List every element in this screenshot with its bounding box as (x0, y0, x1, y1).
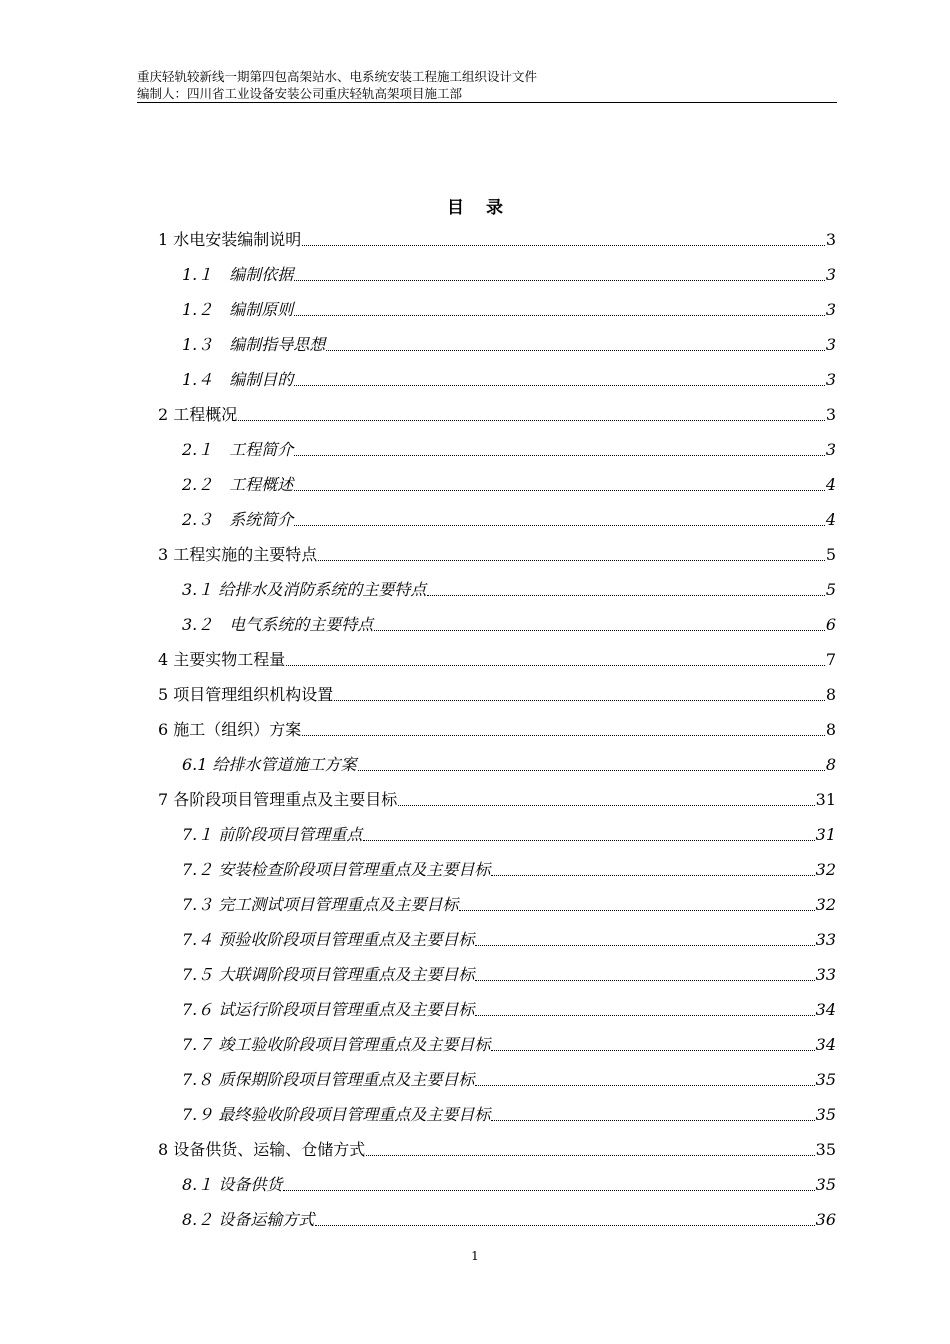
toc-entry-text: 7.８ 质保期阶段项目管理重点及主要目标 (182, 1070, 475, 1089)
toc-dot-leader (294, 490, 825, 491)
toc-entry[interactable] (182, 437, 836, 461)
toc-entry-page: 35 (815, 1105, 836, 1124)
toc-entry[interactable] (158, 717, 836, 741)
toc-entry[interactable] (182, 1207, 836, 1231)
toc-entry-page: 31 (815, 790, 836, 809)
toc-entry-text: 3.１ 给排水及消防系统的主要特点 (182, 580, 427, 599)
toc-entry[interactable] (158, 682, 836, 706)
toc-entry[interactable] (182, 752, 836, 776)
toc-entry-page: 3 (825, 265, 836, 284)
toc-entry[interactable] (182, 332, 836, 356)
toc-entry-page: 7 (825, 650, 836, 669)
toc-entry-text: 7.７ 竣工验收阶段项目管理重点及主要目标 (182, 1035, 491, 1054)
toc-dot-leader (334, 700, 825, 701)
toc-dot-leader (459, 910, 814, 911)
toc-entry-text: 1.４ 编制目的 (182, 370, 294, 389)
toc-dot-leader (294, 525, 825, 526)
toc-dot-leader (358, 770, 825, 771)
toc-entry-text: 1.３ 编制指导思想 (182, 335, 326, 354)
toc-dot-leader (283, 1190, 814, 1191)
toc-entry-page: 5 (825, 545, 836, 564)
toc-entry[interactable] (158, 787, 836, 811)
toc-entry-page: 35 (815, 1140, 836, 1159)
toc-dot-leader (427, 595, 824, 596)
toc-dot-leader (294, 315, 825, 316)
toc-entry[interactable] (182, 822, 836, 846)
toc-entry-text: 1 水电安装编制说明 (158, 230, 302, 249)
header-author: 编制人：四川省工业设备安装公司重庆轻轨高架项目施工部 (137, 86, 463, 101)
toc-entry-text: 7.６ 试运行阶段项目管理重点及主要目标 (182, 1000, 475, 1019)
toc-entry[interactable] (158, 402, 836, 426)
toc-entry-page: 6 (825, 615, 836, 634)
toc-dot-leader (315, 1225, 814, 1226)
toc-entry[interactable] (182, 857, 836, 881)
toc-dot-leader (475, 945, 814, 946)
toc-title: 目录 (447, 198, 525, 218)
toc-entry-page: 33 (815, 930, 836, 949)
page-number: 1 (471, 1249, 479, 1263)
toc-dot-leader (475, 1085, 814, 1086)
toc-entry-page: 34 (815, 1000, 836, 1019)
toc-entry-text: 2 工程概况 (158, 405, 238, 424)
toc-entry[interactable] (182, 1102, 836, 1126)
toc-entry-text: 6 施工（组织）方案 (158, 720, 302, 739)
toc-entry-page: 34 (815, 1035, 836, 1054)
toc-entry-page: 5 (825, 580, 836, 599)
toc-entry[interactable] (182, 1172, 836, 1196)
toc-entry-text: 8.１ 设备供货 (182, 1175, 283, 1194)
toc-dot-leader (238, 420, 825, 421)
toc-entry-page: 3 (825, 335, 836, 354)
toc-entry-text: 7.４ 预验收阶段项目管理重点及主要目标 (182, 930, 475, 949)
toc-entry[interactable] (182, 577, 836, 601)
toc-entry-page: 8 (825, 720, 836, 739)
toc-dot-leader (491, 1120, 814, 1121)
toc-entry-text: 7 各阶段项目管理重点及主要目标 (158, 790, 398, 809)
toc-entry-page: 8 (825, 755, 836, 774)
toc-entry[interactable] (158, 542, 836, 566)
toc-entry-text: 7.２ 安装检查阶段项目管理重点及主要目标 (182, 860, 491, 879)
toc-entry-text: 5 项目管理组织机构设置 (158, 685, 334, 704)
toc-entry-page: 3 (825, 405, 836, 424)
toc-dot-leader (475, 1015, 814, 1016)
header-divider (137, 102, 837, 103)
toc-dot-leader (302, 735, 825, 736)
toc-entry[interactable] (182, 1067, 836, 1091)
toc-entry-text: 7.５ 大联调阶段项目管理重点及主要目标 (182, 965, 475, 984)
toc-entry-text: 7.３ 完工测试项目管理重点及主要目标 (182, 895, 459, 914)
page-header (137, 68, 837, 102)
toc-entry-page: 8 (825, 685, 836, 704)
toc-dot-leader (294, 455, 825, 456)
toc-entry[interactable] (182, 612, 836, 636)
toc-entry-text: 6.1 给排水管道施工方案 (182, 755, 357, 774)
toc-entry-text: 7.１ 前阶段项目管理重点 (182, 825, 363, 844)
toc-entry-page: 4 (825, 510, 836, 529)
toc-dot-leader (475, 980, 814, 981)
toc-entry[interactable] (182, 927, 836, 951)
toc-entry[interactable] (182, 367, 836, 391)
toc-entry[interactable] (158, 1137, 836, 1161)
toc-entry-text: 7.９ 最终验收阶段项目管理重点及主要目标 (182, 1105, 491, 1124)
toc-entry-text: 8.２ 设备运输方式 (182, 1210, 315, 1229)
toc-entry[interactable] (182, 472, 836, 496)
toc-entry-page: 31 (815, 825, 836, 844)
toc-entry-text: 1.１ 编制依据 (182, 265, 294, 284)
toc-entry-page: 33 (815, 965, 836, 984)
toc-entry-page: 36 (815, 1210, 836, 1229)
header-document-title: 重庆轻轨较新线一期第四包高架站水、电系统安装工程施工组织设计文件 (137, 69, 538, 84)
toc-entry-text: 2.２ 工程概述 (182, 475, 294, 494)
toc-entry-text: 2.３ 系统简介 (182, 510, 294, 529)
toc-entry[interactable] (158, 647, 836, 671)
toc-entry[interactable] (182, 297, 836, 321)
toc-entry-page: 35 (815, 1070, 836, 1089)
toc-entry-page: 32 (815, 860, 836, 879)
toc-dot-leader (491, 875, 814, 876)
toc-entry-page: 3 (825, 440, 836, 459)
toc-dot-leader (326, 350, 825, 351)
toc-entry[interactable] (182, 1032, 836, 1056)
toc-entry[interactable] (182, 962, 836, 986)
toc-dot-leader (318, 560, 825, 561)
toc-dot-leader (374, 630, 825, 631)
toc-entry[interactable] (182, 892, 836, 916)
toc-entry-text: 8 设备供货、运输、仓储方式 (158, 1140, 366, 1159)
toc-entry[interactable] (182, 507, 836, 531)
toc-dot-leader (294, 280, 825, 281)
toc-entry-page: 32 (815, 895, 836, 914)
toc-entry[interactable] (158, 227, 836, 251)
toc-dot-leader (491, 1050, 814, 1051)
toc-entry-page: 3 (825, 370, 836, 389)
toc-dot-leader (398, 805, 814, 806)
toc-entry-text: 4 主要实物工程量 (158, 650, 286, 669)
toc-entry-text: 3 工程实施的主要特点 (158, 545, 318, 564)
toc-dot-leader (363, 840, 814, 841)
toc-dot-leader (286, 665, 825, 666)
toc-entry-text: 2.１ 工程简介 (182, 440, 294, 459)
toc-entry[interactable] (182, 262, 836, 286)
toc-dot-leader (302, 245, 825, 246)
toc-entry-text: 3.２ 电气系统的主要特点 (182, 615, 374, 634)
toc-entry[interactable] (182, 997, 836, 1021)
toc-entry-text: 1.２ 编制原则 (182, 300, 294, 319)
toc-dot-leader (294, 385, 825, 386)
toc-entry-page: 35 (815, 1175, 836, 1194)
toc-dot-leader (366, 1155, 814, 1156)
toc-entry-page: 3 (825, 300, 836, 319)
toc-entry-page: 3 (825, 230, 836, 249)
toc-entry-page: 4 (825, 475, 836, 494)
